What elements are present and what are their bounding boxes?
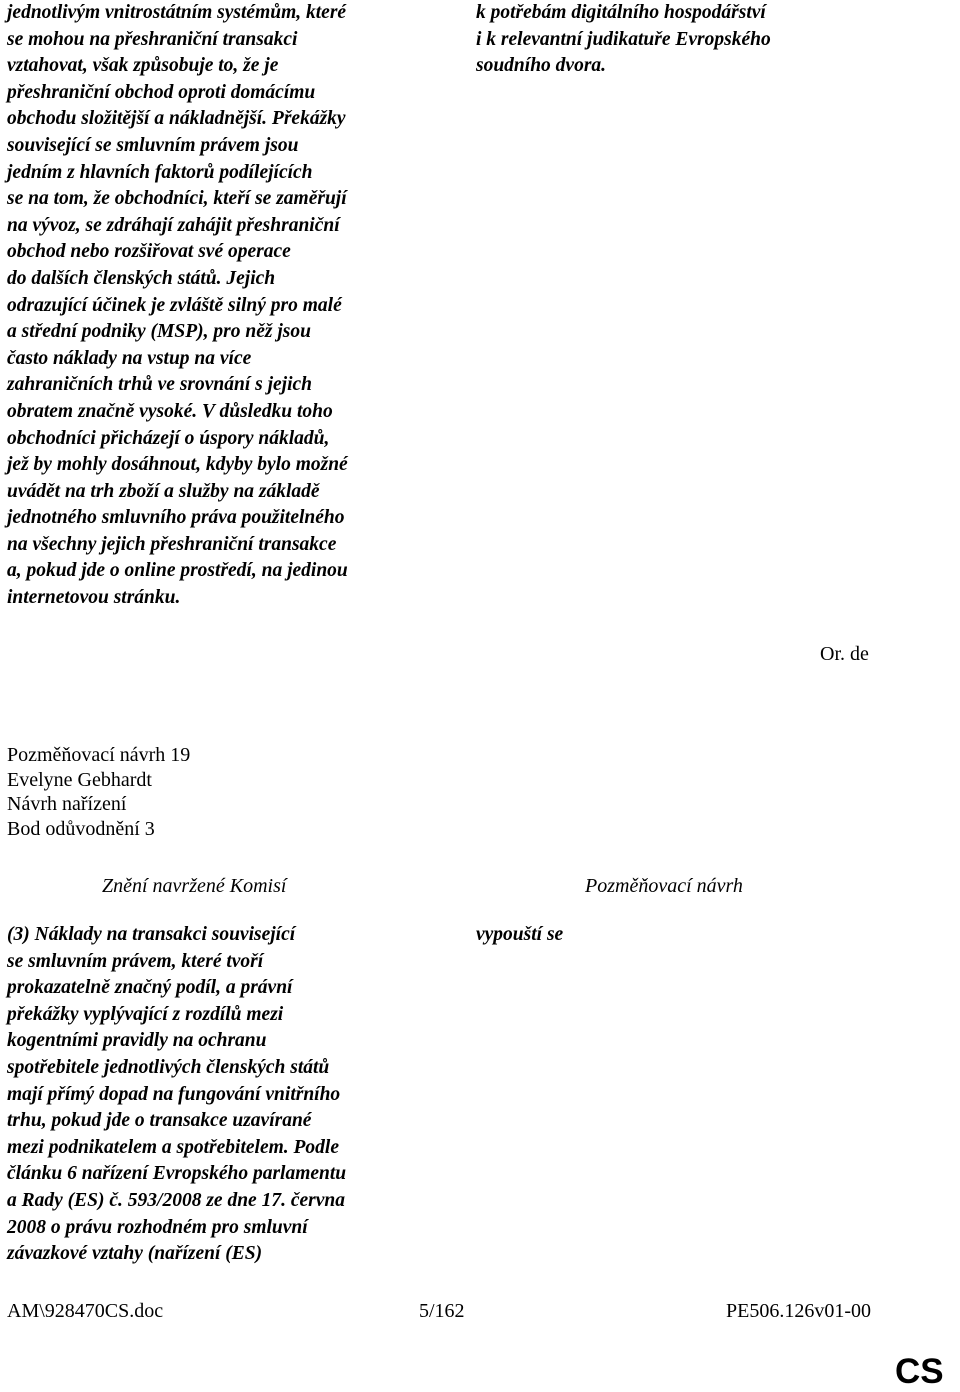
text-line: vypouští se — [476, 924, 564, 945]
footer-pe-reference: PE506.126v01-00 — [726, 1300, 871, 1322]
text-line: jedním z hlavních faktorů podílejících — [7, 161, 313, 183]
amendment-author: Evelyne Gebhardt — [7, 768, 152, 791]
footer-doc-reference: AM\928470CS.doc — [7, 1300, 164, 1322]
text-line: zahraničních trhů ve srovnání s jejich — [7, 374, 313, 396]
text-line: spotřebitele jednotlivých členských států — [7, 1056, 330, 1078]
text-line: vztahovat, však způsobuje to, že je — [7, 55, 279, 77]
left-column-text — [7, 0, 348, 612]
amendment-proposal: Návrh nařízení — [7, 793, 127, 816]
text-line: i k relevantní judikatuře Evropského — [476, 28, 771, 50]
text-line: obchodníci přicházejí o úspory nákladů, — [7, 427, 330, 449]
text-line: na všechny jejich přeshraniční transakce — [7, 533, 337, 555]
text-line: obchodu složitější a nákladnější. Překážky — [7, 108, 346, 130]
text-line: uvádět na trh zboží a služby na základě — [7, 480, 320, 502]
text-line: internetovou stránku. — [7, 587, 181, 609]
text-line: do dalších členských států. Jejich — [7, 267, 276, 289]
text-line: 2008 o právu rozhodném pro smluvní — [7, 1216, 308, 1238]
amendment-number: Pozměňovací návrh 19 — [7, 744, 191, 766]
text-line: a Rady (ES) č. 593/2008 ze dne 17. června — [7, 1189, 345, 1211]
text-line: obratem značně vysoké. V důsledku toho — [7, 400, 333, 422]
text-line: související se smluvním právem jsou — [7, 134, 299, 156]
text-line: (3) Náklady na transakci související — [7, 924, 296, 945]
right-column-text — [476, 0, 771, 80]
language-code: CS — [895, 1352, 944, 1391]
footer-page-number: 5/162 — [419, 1300, 465, 1322]
text-line: závazkové vztahy (nařízení (ES) — [7, 1243, 263, 1265]
text-line: se smluvním právem, které tvoří — [7, 950, 264, 972]
commission-text-heading: Znění navržené Komisí — [102, 875, 287, 897]
text-line: přeshraniční obchod oproti domácímu — [7, 81, 316, 103]
text-line: se na tom, že obchodníci, kteří se zaměřují — [7, 188, 347, 210]
text-line: a, pokud jde o online prostředí, na jedinou — [7, 560, 348, 582]
text-line: trhu, pokud jde o transakce uzavírané — [7, 1110, 312, 1132]
text-line: jež by mohly dosáhnout, kdyby bylo možné — [7, 454, 348, 476]
text-line: a střední podniky (MSP), pro něž jsou — [7, 321, 311, 343]
text-line: často náklady na vstup na více — [7, 347, 252, 369]
text-line: soudního dvora. — [476, 55, 607, 77]
text-line: se mohou na přeshraniční transakci — [7, 28, 298, 50]
text-line: obchod nebo rozšiřovat své operace — [7, 241, 291, 263]
text-line: kogentními pravidly na ochranu — [7, 1030, 267, 1052]
text-line: k potřebám digitálního hospodářství — [476, 2, 766, 23]
amendment-text — [476, 922, 563, 949]
amendment-column-heading: Pozměňovací návrh — [585, 875, 743, 897]
text-line: jednotného smluvního práva použitelného — [7, 507, 345, 529]
text-line: článku 6 nařízení Evropského parlamentu — [7, 1163, 347, 1185]
original-language: Or. de — [820, 643, 869, 665]
text-line: odrazující účinek je zvláště silný pro malé — [7, 294, 342, 316]
amendment-recital: Bod odůvodnění 3 — [7, 818, 155, 841]
commission-text — [7, 922, 346, 1268]
amendment-header — [7, 743, 190, 842]
text-line: překážky vyplývající z rozdílů mezi — [7, 1003, 284, 1025]
text-line: prokazatelně značný podíl, a právní — [7, 977, 293, 999]
text-line: jednotlivým vnitrostátním systémům, které — [7, 2, 347, 23]
text-line: na vývoz, se zdráhají zahájit přeshraniční — [7, 214, 340, 236]
text-line: mají přímý dopad na fungování vnitřního — [7, 1083, 341, 1105]
text-line: mezi podnikatelem a spotřebitelem. Podle — [7, 1136, 339, 1158]
